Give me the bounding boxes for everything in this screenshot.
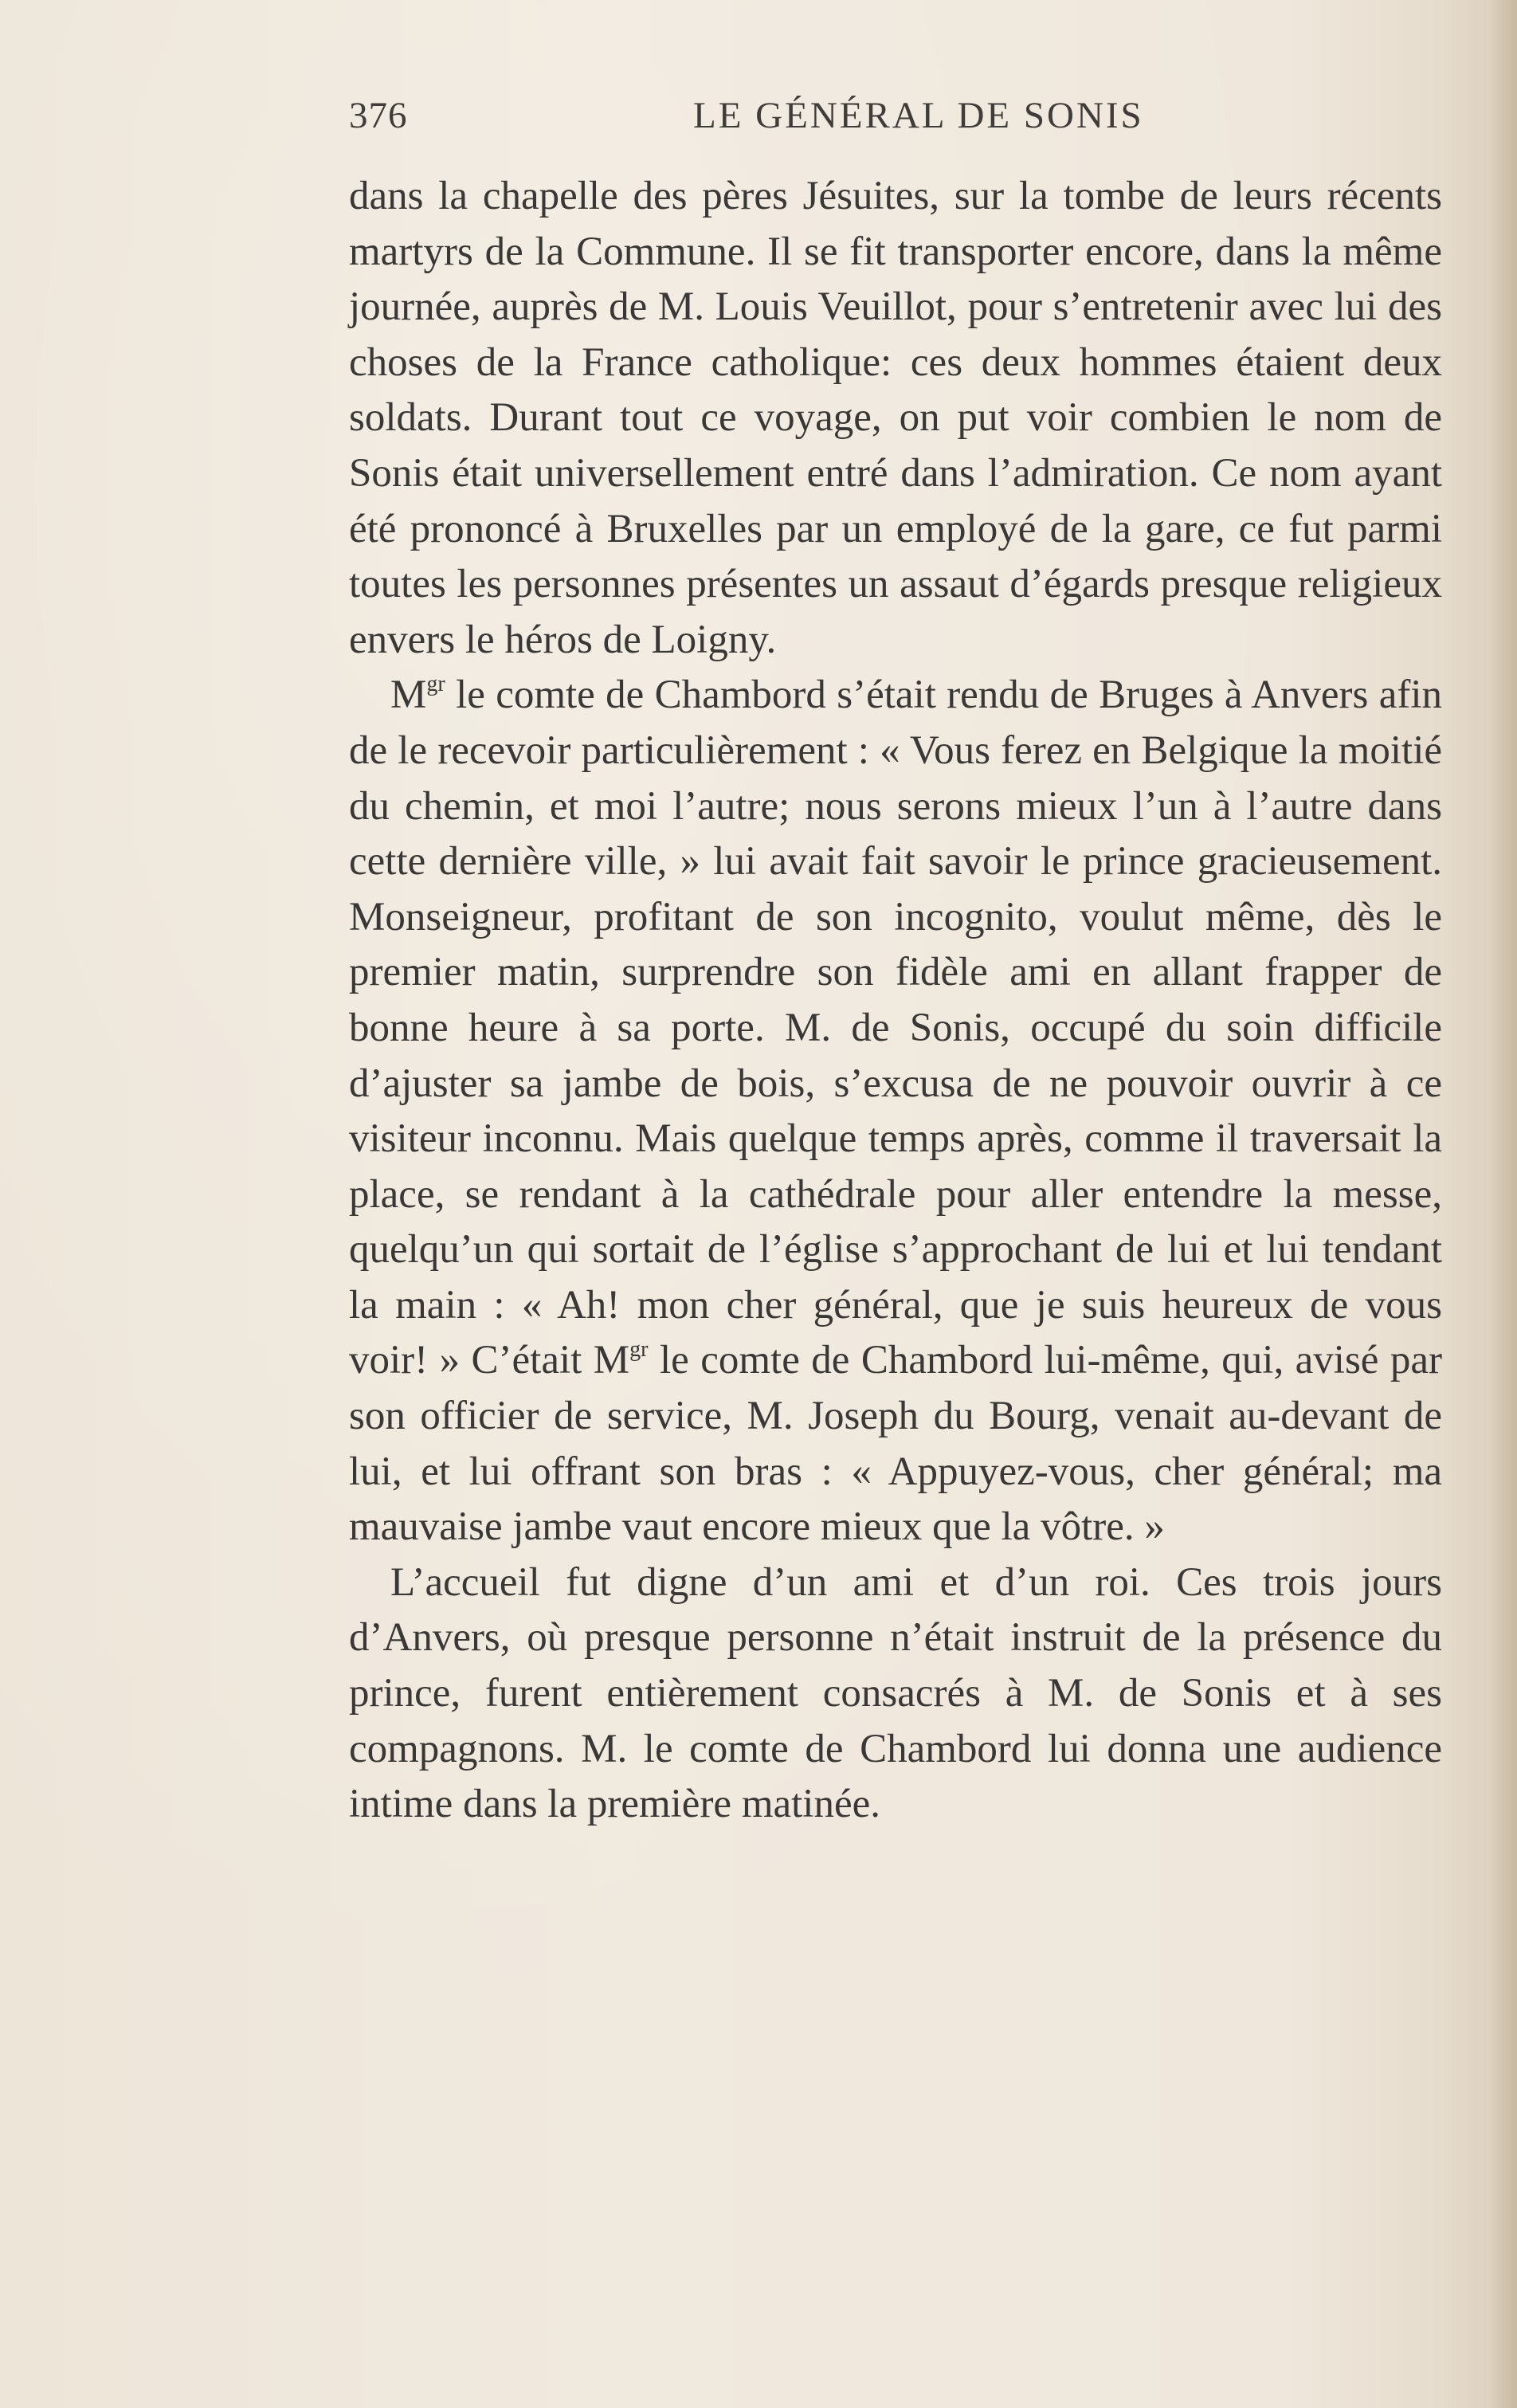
abbreviation-monseigneur-2: $M^{gr}$ (593, 1337, 649, 1383)
abbreviation-monseigneur: $M^{gr}$ (390, 672, 445, 718)
paragraph-2 (349, 668, 1442, 1555)
running-header (349, 94, 1441, 142)
body-text (349, 169, 1442, 1833)
page-number: 376 (349, 95, 408, 136)
paragraph-3: L’accueil fut digne d’un ami et d’un roi. Ces trois jours d’Anvers, où presque personne n’était instruit de la présence du prince, furent entièrement consacrés à M. de Sonis et à ses compagnons. M. le comte de Chambord lui donna une audience intime dans la première matinée. (349, 1559, 1442, 1827)
paragraph-2-text-a: le comte de Chambord s’était rendu de Bruges à Anvers afin de le recevoir particulièrement : « Vous ferez en Belgique la moitié du chemin, et moi l’autre; nous serons mieux l’un à l’autre dans cette dernière ville, » lui avait fait savoir le prince gracieusement. Monseigneur, profitant de son incognito, voulut même, dès le premier matin, surprendre son fidèle ami en allant frapper de bonne heure à sa porte. M. de Sonis, occupé du soin difficile d’ajuster sa jambe de bois, s’excusa de ne pouvoir ouvrir à ce visiteur inconnu. Mais quelque temps après, comme il traversait la place, se rendant à la cathédrale pour aller entendre la messe, quelqu’un qui sortait de l’église s’approchant de lui et lui tendant la main : « Ah! mon cher général, que je suis heureux de vous voir! » C’était (349, 673, 1442, 1383)
paragraph-1: dans la chapelle des pères Jésuites, sur la tombe de leurs récents martyrs de la Commune. Il se fit transporter encore, dans la même journée, auprès de M. Louis Veuillot, pour s’entretenir avec lui des choses de la France catholique: ces deux hommes étaient deux soldats. Durant tout ce voyage, on put voir combien le nom de Sonis était universellement entré dans l’admiration. Ce nom ayant été prononcé à Bruxelles par un employé de la gare, ce fut parmi toutes les personnes présentes un assaut d’égards presque religieux envers le héros de Loigny. (349, 174, 1442, 662)
page-edge-shadow (1490, 0, 1517, 2408)
paragraph-2-text-b: le comte de Chambord lui-même, qui, avisé par son officier de service, M. Joseph du Bourg, venait au-devant de lui, et lui offrant son bras : « Appuyez-vous, cher général; ma mauvaise jambe vaut encore mieux que la vôtre. » (349, 1338, 1442, 1550)
running-title: LE GÉNÉRAL DE SONIS (693, 95, 1144, 136)
